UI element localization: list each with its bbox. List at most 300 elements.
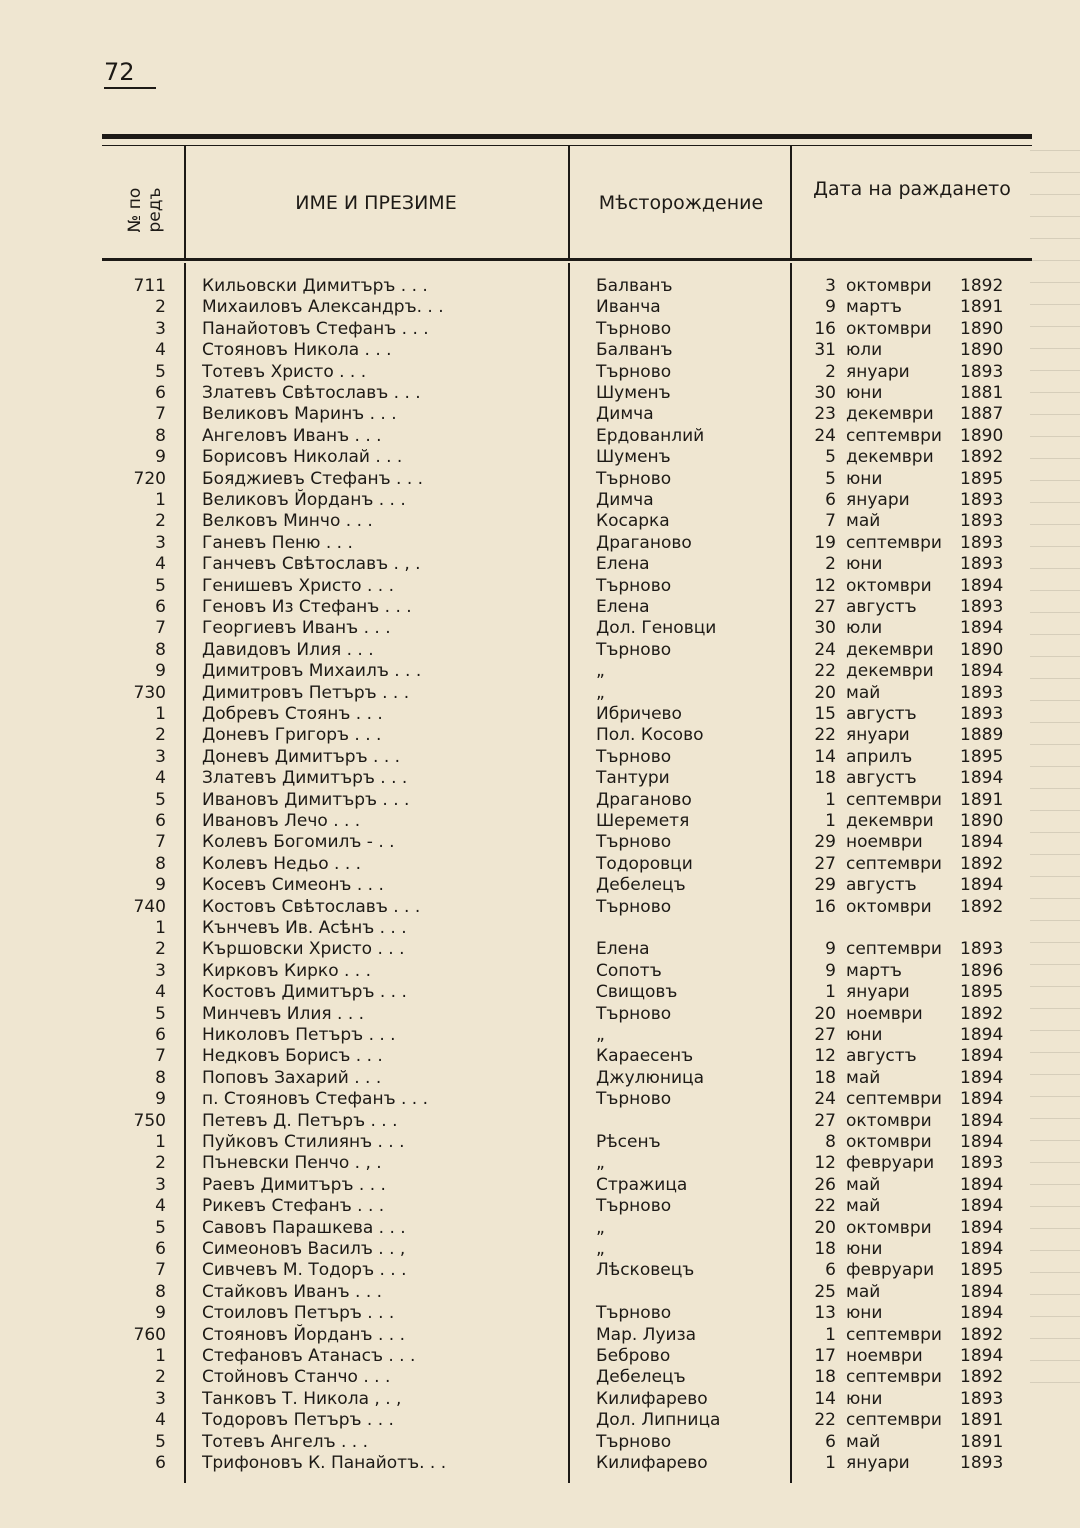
row-number: 3 <box>155 746 166 767</box>
person-name: п. Стояновъ Стефанъ . . . <box>202 1089 429 1110</box>
table-row <box>102 1110 1032 1132</box>
birth-place: Рѣсенъ <box>596 1132 661 1152</box>
birth-day: 13 <box>814 1303 836 1324</box>
birth-place: „ <box>596 1025 605 1045</box>
table-row <box>102 724 1032 746</box>
row-number: 1 <box>155 1132 166 1152</box>
header-date: Дата на раждането <box>813 178 1011 200</box>
row-number: 2 <box>155 1367 166 1388</box>
birth-day: 24 <box>814 1089 836 1110</box>
person-name: Костовъ Димитъръ . . . <box>202 982 407 1003</box>
person-name: Сивчевъ М. Тодоръ . . . <box>202 1260 407 1281</box>
birth-day: 6 <box>825 1431 836 1452</box>
table-row <box>102 1452 1032 1474</box>
birth-month: ноември <box>846 832 923 853</box>
row-number: 4 <box>155 768 166 789</box>
person-name: Бояджиевъ Стефанъ . . . <box>202 468 424 489</box>
birth-day: 18 <box>814 1239 836 1259</box>
birth-month: декември <box>846 447 934 468</box>
row-number: 7 <box>155 618 166 639</box>
person-name: Борисовъ Николай . . . <box>202 447 403 468</box>
birth-day: 27 <box>814 1025 836 1045</box>
birth-month: юни <box>846 1388 883 1409</box>
birth-year: 1892 <box>960 276 1004 296</box>
person-name: Стефановъ Атанасъ . . . <box>202 1346 416 1366</box>
birth-day: 17 <box>814 1346 836 1366</box>
table-row <box>102 1067 1032 1089</box>
birth-month: май <box>846 1067 881 1088</box>
birth-month: октомври <box>846 1110 932 1131</box>
birth-place: Търново <box>596 746 672 767</box>
birth-day: 16 <box>814 318 836 339</box>
table-row <box>102 382 1032 404</box>
table-row <box>102 617 1032 639</box>
birth-day: 29 <box>814 832 836 853</box>
birth-month: септември <box>846 1410 942 1431</box>
birth-year: 1894 <box>960 1089 1004 1110</box>
birth-month: августъ <box>846 768 917 789</box>
birth-year: 1893 <box>960 704 1004 724</box>
person-name: Рикевъ Стефанъ . . . <box>202 1196 385 1217</box>
row-number: 9 <box>155 661 166 682</box>
birth-day: 20 <box>814 682 836 703</box>
birth-place: Лѣсковецъ <box>596 1260 695 1281</box>
table-row <box>102 1431 1032 1453</box>
column-divider <box>790 146 792 258</box>
table-row <box>102 1388 1032 1410</box>
row-number: 6 <box>155 1025 166 1045</box>
birth-place: Дол. Липница <box>596 1410 721 1431</box>
row-number: 3 <box>155 532 166 553</box>
row-number: 1 <box>155 490 166 510</box>
birth-year: 1891 <box>960 789 1004 810</box>
birth-place: Килифарево <box>596 1453 708 1473</box>
birth-year: 1890 <box>960 639 1004 660</box>
table-row <box>102 1088 1032 1110</box>
birth-place: Пол. Косово <box>596 725 704 746</box>
birth-place: Търново <box>596 1089 672 1110</box>
birth-place: Ибричево <box>596 704 682 724</box>
birth-day: 5 <box>825 468 836 489</box>
birth-year: 1896 <box>960 960 1004 981</box>
person-name: Танковъ Т. Никола , . , <box>202 1388 402 1409</box>
birth-day: 31 <box>814 340 836 361</box>
birth-day: 22 <box>814 1410 836 1431</box>
table-row <box>102 1024 1032 1046</box>
birth-month: мартъ <box>846 960 902 981</box>
birth-month: августъ <box>846 1046 917 1067</box>
person-name: Стоиловъ Петъръ . . . <box>202 1303 395 1324</box>
header-number-label: № по редъ <box>125 187 165 233</box>
birth-day: 27 <box>814 853 836 874</box>
birth-place: Балванъ <box>596 340 673 361</box>
person-name: Димитровъ Петъръ . . . <box>202 682 410 703</box>
person-name: Михаиловъ Александръ. . . <box>202 297 444 318</box>
birth-place: Тантури <box>596 768 670 789</box>
table-row <box>102 1152 1032 1174</box>
birth-year: 1894 <box>960 1239 1004 1259</box>
birth-day: 18 <box>814 1367 836 1388</box>
row-number: 1 <box>155 704 166 724</box>
birth-place: Търново <box>596 639 672 660</box>
birth-day: 23 <box>814 404 836 425</box>
birth-month: октомври <box>846 276 932 296</box>
birth-year: 1894 <box>960 1346 1004 1366</box>
birth-month: августъ <box>846 704 917 724</box>
birth-place: Димча <box>596 404 654 425</box>
table-row <box>102 1045 1032 1067</box>
birth-year: 1895 <box>960 468 1004 489</box>
birth-place: Джулюница <box>596 1067 704 1088</box>
birth-year: 1894 <box>960 1025 1004 1045</box>
birth-day: 14 <box>814 1388 836 1409</box>
birth-month: май <box>846 1174 881 1195</box>
person-name: Димитровъ Михаилъ . . . <box>202 661 422 682</box>
row-number: 3 <box>155 318 166 339</box>
row-number: 740 <box>133 896 166 917</box>
table-row <box>102 660 1032 682</box>
birth-place: Търново <box>596 361 672 382</box>
birth-place: Драганово <box>596 789 692 810</box>
person-name: Петевъ Д. Петъръ . . . <box>202 1110 398 1131</box>
person-name: Геновъ Из Стефанъ . . . <box>202 597 412 617</box>
birth-year: 1895 <box>960 1260 1004 1281</box>
birth-month: октомври <box>846 896 932 917</box>
row-number: 7 <box>155 1046 166 1067</box>
table-row <box>102 425 1032 447</box>
table-row <box>102 874 1032 896</box>
birth-month: май <box>846 1281 881 1302</box>
person-name: Тотевъ Ангелъ . . . <box>202 1431 369 1452</box>
birth-place: Търново <box>596 1196 672 1217</box>
table-row <box>102 1217 1032 1239</box>
row-number: 6 <box>155 1239 166 1259</box>
birth-place: Драганово <box>596 532 692 553</box>
birth-day: 1 <box>825 789 836 810</box>
birth-place: Търново <box>596 1431 672 1452</box>
birth-day: 9 <box>825 960 836 981</box>
birth-month: септември <box>846 939 942 960</box>
birth-place: „ <box>596 1153 605 1174</box>
birth-year: 1894 <box>960 768 1004 789</box>
birth-year: 1890 <box>960 811 1004 831</box>
table-row <box>102 275 1032 297</box>
row-number: 9 <box>155 1303 166 1324</box>
row-number: 730 <box>133 682 166 703</box>
table-row <box>102 1302 1032 1324</box>
person-name: Стайковъ Иванъ . . . <box>202 1281 383 1302</box>
person-name: Ангеловъ Иванъ . . . <box>202 425 382 446</box>
person-name: Колевъ Богомилъ - . . <box>202 832 395 853</box>
birth-year: 1894 <box>960 1046 1004 1067</box>
table-row <box>102 446 1032 468</box>
birth-year: 1892 <box>960 1003 1004 1024</box>
birth-day: 5 <box>825 447 836 468</box>
birth-year: 1893 <box>960 939 1004 960</box>
table-header <box>102 145 1032 261</box>
person-name: Панайотовъ Стефанъ . . . <box>202 318 429 339</box>
person-name: Генишевъ Христо . . . <box>202 575 394 596</box>
person-name: Кильовски Димитъръ . . . <box>202 276 428 296</box>
table-row <box>102 746 1032 768</box>
birth-month: септември <box>846 425 942 446</box>
person-name: Колевъ Недьо . . . <box>202 853 362 874</box>
birth-year: 1887 <box>960 404 1004 425</box>
birth-month: октомври <box>846 1217 932 1238</box>
table-row <box>102 1366 1032 1388</box>
row-number: 9 <box>155 447 166 468</box>
row-number: 7 <box>155 1260 166 1281</box>
birth-place: Караесенъ <box>596 1046 694 1067</box>
birth-place: „ <box>596 1217 605 1238</box>
row-number: 4 <box>155 340 166 361</box>
birth-year: 1891 <box>960 297 1004 318</box>
person-name: Златевъ Свѣтославъ . . . <box>202 383 421 403</box>
birth-year: 1894 <box>960 1281 1004 1302</box>
table-row <box>102 318 1032 340</box>
birth-month: септември <box>846 1367 942 1388</box>
birth-month: юли <box>846 618 883 639</box>
birth-place: „ <box>596 1239 605 1259</box>
table-row <box>102 1174 1032 1196</box>
row-number: 1 <box>155 1346 166 1366</box>
birth-day: 1 <box>825 1324 836 1345</box>
person-name: Добревъ Стоянъ . . . <box>202 704 383 724</box>
birth-year: 1891 <box>960 1431 1004 1452</box>
row-number: 7 <box>155 404 166 425</box>
birth-day: 25 <box>814 1281 836 1302</box>
birth-month: юни <box>846 1239 883 1259</box>
person-name: Доневъ Григоръ . . . <box>202 725 382 746</box>
birth-month: септември <box>846 853 942 874</box>
birth-day: 24 <box>814 639 836 660</box>
birth-year: 1891 <box>960 1410 1004 1431</box>
table-row <box>102 575 1032 597</box>
row-number: 760 <box>133 1324 166 1345</box>
birth-month: ноември <box>846 1346 923 1366</box>
table-row <box>102 296 1032 318</box>
table-row <box>102 682 1032 704</box>
person-name: Раевъ Димитъръ . . . <box>202 1174 386 1195</box>
header-place: Мѣсторождение <box>598 192 764 214</box>
birth-year: 1893 <box>960 361 1004 382</box>
birth-day: 20 <box>814 1217 836 1238</box>
person-name: Тодоровъ Петъръ . . . <box>202 1410 394 1431</box>
table-row <box>102 1259 1032 1281</box>
birth-year: 1890 <box>960 340 1004 361</box>
table-row <box>102 510 1032 532</box>
birth-year: 1894 <box>960 832 1004 853</box>
birth-place: Дол. Геновци <box>596 618 717 639</box>
birth-day: 9 <box>825 297 836 318</box>
birth-month: февруари <box>846 1153 935 1174</box>
birth-day: 6 <box>825 490 836 510</box>
birth-year: 1894 <box>960 1174 1004 1195</box>
birth-place: Косарка <box>596 511 670 532</box>
birth-day: 6 <box>825 1260 836 1281</box>
row-number: 2 <box>155 511 166 532</box>
row-number: 2 <box>155 297 166 318</box>
birth-month: септември <box>846 532 942 553</box>
birth-day: 20 <box>814 1003 836 1024</box>
birth-place: Търново <box>596 575 672 596</box>
table-row <box>102 1324 1032 1346</box>
person-name: Георгиевъ Иванъ . . . <box>202 618 391 639</box>
person-name: Пъневски Пенчо . , . <box>202 1153 382 1174</box>
birth-day: 1 <box>825 811 836 831</box>
person-name: Пуйковъ Стилиянъ . . . <box>202 1132 405 1152</box>
row-number: 6 <box>155 811 166 831</box>
birth-month: юни <box>846 1303 883 1324</box>
person-name: Николовъ Петъръ . . . <box>202 1025 396 1045</box>
birth-place: Търново <box>596 318 672 339</box>
birth-day: 22 <box>814 725 836 746</box>
birth-place: Шуменъ <box>596 383 671 403</box>
birth-year: 1894 <box>960 661 1004 682</box>
birth-month: май <box>846 1196 881 1217</box>
birth-year: 1893 <box>960 490 1004 510</box>
birth-year: 1895 <box>960 982 1004 1003</box>
birth-year: 1894 <box>960 1196 1004 1217</box>
row-number: 4 <box>155 982 166 1003</box>
birth-month: май <box>846 511 881 532</box>
row-number: 4 <box>155 554 166 575</box>
birth-day: 3 <box>825 276 836 296</box>
birth-day: 30 <box>814 618 836 639</box>
birth-day: 27 <box>814 597 836 617</box>
birth-month: май <box>846 682 881 703</box>
person-name: Поповъ Захарий . . . <box>202 1067 382 1088</box>
row-number: 1 <box>155 918 166 938</box>
row-number: 9 <box>155 1089 166 1110</box>
person-name: Стояновъ Никола . . . <box>202 340 392 361</box>
birth-year: 1890 <box>960 318 1004 339</box>
row-number: 5 <box>155 1217 166 1238</box>
birth-place: Търново <box>596 896 672 917</box>
birth-place: Елена <box>596 939 650 960</box>
birth-year: 1893 <box>960 511 1004 532</box>
birth-year: 1892 <box>960 447 1004 468</box>
row-number: 8 <box>155 1067 166 1088</box>
birth-day: 2 <box>825 554 836 575</box>
birth-day: 29 <box>814 875 836 896</box>
birth-day: 1 <box>825 1453 836 1473</box>
row-number: 2 <box>155 1153 166 1174</box>
birth-place: Сопотъ <box>596 960 662 981</box>
birth-year: 1892 <box>960 896 1004 917</box>
birth-place: Търново <box>596 832 672 853</box>
row-number: 5 <box>155 1431 166 1452</box>
birth-day: 16 <box>814 896 836 917</box>
birth-day: 15 <box>814 704 836 724</box>
birth-day: 27 <box>814 1110 836 1131</box>
column-divider <box>184 146 186 258</box>
table-row <box>102 789 1032 811</box>
table-row <box>102 1281 1032 1303</box>
birth-day: 19 <box>814 532 836 553</box>
birth-month: декември <box>846 811 934 831</box>
birth-day: 24 <box>814 425 836 446</box>
birth-place: Дебелецъ <box>596 1367 686 1388</box>
row-number: 3 <box>155 960 166 981</box>
person-name: Косевъ Симеонъ . . . <box>202 875 384 896</box>
table-row <box>102 1409 1032 1431</box>
row-number: 3 <box>155 1174 166 1195</box>
row-number: 7 <box>155 832 166 853</box>
birth-month: априлъ <box>846 746 913 767</box>
birth-year: 1894 <box>960 618 1004 639</box>
table-row <box>102 1345 1032 1367</box>
birth-day: 7 <box>825 511 836 532</box>
birth-place: Търново <box>596 1003 672 1024</box>
person-name: Кънчевъ Ив. Асѣнъ . . . <box>202 918 407 938</box>
birth-month: януари <box>846 725 910 746</box>
table-row <box>102 596 1032 618</box>
birth-place: „ <box>596 661 605 682</box>
table-row <box>102 703 1032 725</box>
table-row <box>102 339 1032 361</box>
birth-day: 12 <box>814 1153 836 1174</box>
birth-year: 1893 <box>960 1453 1004 1473</box>
person-name: Велковъ Минчо . . . <box>202 511 373 532</box>
birth-place: Елена <box>596 554 650 575</box>
birth-place: Беброво <box>596 1346 671 1366</box>
table-row <box>102 553 1032 575</box>
birth-month: юни <box>846 383 883 403</box>
row-number: 6 <box>155 597 166 617</box>
birth-year: 1894 <box>960 1217 1004 1238</box>
person-name: Ганевъ Пеню . . . <box>202 532 353 553</box>
row-number: 8 <box>155 1281 166 1302</box>
person-name: Стойновъ Станчо . . . <box>202 1367 391 1388</box>
birth-month: септември <box>846 1089 942 1110</box>
birth-place: Мар. Луиза <box>596 1324 697 1345</box>
person-name: Ганчевъ Свѣтославъ . , . <box>202 554 421 575</box>
birth-month: септември <box>846 1324 942 1345</box>
show-through-texture <box>1030 150 1080 1400</box>
birth-place: Димча <box>596 490 654 510</box>
table-row <box>102 639 1032 661</box>
birth-day: 14 <box>814 746 836 767</box>
birth-year: 1895 <box>960 746 1004 767</box>
person-name: Стояновъ Йорданъ . . . <box>202 1324 405 1345</box>
birth-year: 1892 <box>960 1324 1004 1345</box>
person-name: Давидовъ Илия . . . <box>202 639 374 660</box>
person-name: Кирковъ Кирко . . . <box>202 960 372 981</box>
birth-year: 1894 <box>960 1067 1004 1088</box>
row-number: 720 <box>133 468 166 489</box>
person-name: Недковъ Борисъ . . . <box>202 1046 383 1067</box>
row-number: 4 <box>155 1196 166 1217</box>
row-number: 6 <box>155 1453 166 1473</box>
birth-month: декември <box>846 661 934 682</box>
row-number: 5 <box>155 361 166 382</box>
birth-month: януари <box>846 361 910 382</box>
table-row <box>102 403 1032 425</box>
birth-day: 8 <box>825 1132 836 1152</box>
birth-year: 1881 <box>960 383 1004 403</box>
table-row <box>102 960 1032 982</box>
person-name: Доневъ Димитъръ . . . <box>202 746 401 767</box>
person-name: Ивановъ Лечо . . . <box>202 811 361 831</box>
row-number: 4 <box>155 1410 166 1431</box>
birth-year: 1892 <box>960 1367 1004 1388</box>
row-number: 2 <box>155 725 166 746</box>
row-number: 8 <box>155 853 166 874</box>
row-number: 711 <box>133 276 166 296</box>
person-name: Трифоновъ К. Панайотъ. . . <box>202 1453 447 1473</box>
person-name: Савовъ Парашкева . . . <box>202 1217 406 1238</box>
